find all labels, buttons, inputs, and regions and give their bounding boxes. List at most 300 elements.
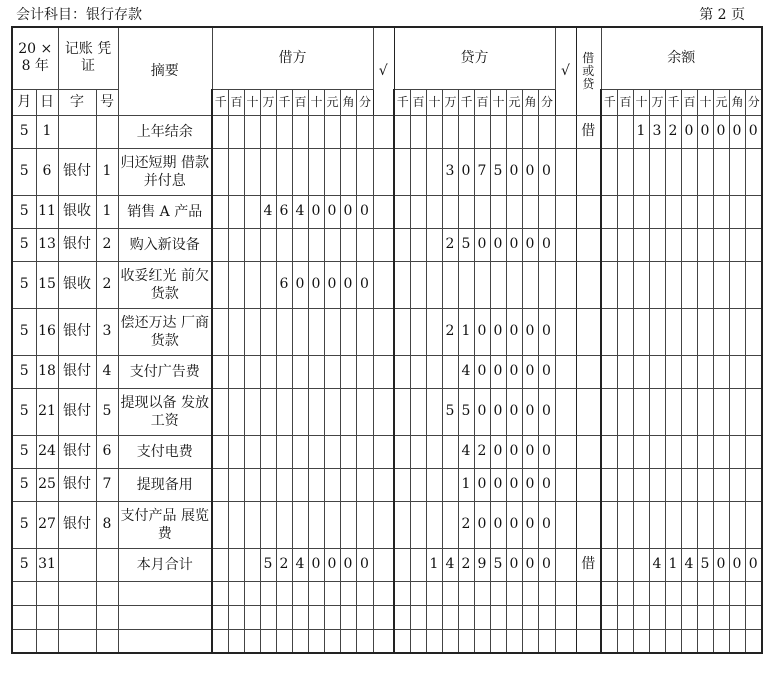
balance-digit [665, 435, 681, 468]
credit-digit [394, 548, 410, 581]
debit-digit [212, 468, 228, 501]
summary-cell [118, 261, 212, 308]
balance-digit: 0 [745, 548, 762, 581]
balance-unit-header: 分 [745, 89, 762, 115]
debit-digit [212, 308, 228, 355]
blank-cell [745, 605, 762, 629]
credit-digit [394, 115, 410, 148]
balance-unit-header: 十 [633, 89, 649, 115]
blank-cell [118, 605, 212, 629]
blank-cell [474, 605, 490, 629]
summary-cell [118, 355, 212, 388]
balance-digit [617, 115, 633, 148]
blank-cell [576, 629, 601, 653]
credit-check-cell [555, 228, 576, 261]
balance-digit [665, 228, 681, 261]
blank-cell [713, 581, 729, 605]
blank-cell [665, 605, 681, 629]
blank-cell [373, 605, 394, 629]
balance-digit [665, 261, 681, 308]
debit-digit [356, 468, 373, 501]
debit-unit-header: 分 [356, 89, 373, 115]
debit-digit [244, 548, 260, 581]
balance-digit: 0 [729, 548, 745, 581]
blank-cell [373, 581, 394, 605]
debit-digit: 5 [260, 548, 276, 581]
voucher-type-cell: 银付 [58, 308, 96, 355]
voucher-type-cell: 银收 [58, 261, 96, 308]
debit-digit [228, 195, 244, 228]
balance-digit [665, 355, 681, 388]
credit-digit [410, 548, 426, 581]
blank-cell [394, 605, 410, 629]
balance-digit [617, 435, 633, 468]
debit-digit [340, 501, 356, 548]
blank-cell [118, 581, 212, 605]
credit-digit [442, 468, 458, 501]
credit-digit [394, 148, 410, 195]
debit-check-cell [373, 468, 394, 501]
credit-digit [410, 388, 426, 435]
debit-unit-header: 百 [292, 89, 308, 115]
voucher-no-cell: 6 [96, 435, 118, 468]
credit-digit [410, 228, 426, 261]
debit-digit: 0 [308, 195, 324, 228]
credit-digit: 3 [442, 148, 458, 195]
debit-digit [260, 228, 276, 261]
credit-digit [410, 148, 426, 195]
balance-digit [649, 228, 665, 261]
blank-cell [713, 605, 729, 629]
credit-digit [506, 115, 522, 148]
debit-digit [340, 435, 356, 468]
debit-digit: 0 [308, 261, 324, 308]
credit-unit-header: 十 [490, 89, 506, 115]
debit-digit [276, 228, 292, 261]
debit-digit [292, 148, 308, 195]
credit-digit: 0 [538, 148, 555, 195]
summary-cell [118, 148, 212, 195]
debit-digit: 0 [308, 548, 324, 581]
summary-text: 提现以备 发放工资 [120, 394, 209, 429]
blank-cell [522, 605, 538, 629]
blank-cell [506, 605, 522, 629]
credit-digit: 0 [474, 355, 490, 388]
blank-cell [458, 605, 474, 629]
credit-digit: 5 [458, 228, 474, 261]
credit-digit: 0 [522, 148, 538, 195]
credit-digit: 0 [506, 388, 522, 435]
credit-check-header: √ [555, 27, 576, 115]
credit-check-cell [555, 308, 576, 355]
balance-digit [697, 388, 713, 435]
debit-digit [356, 435, 373, 468]
debit-digit [276, 388, 292, 435]
balance-digit [713, 195, 729, 228]
debit-digit [228, 388, 244, 435]
credit-digit [410, 501, 426, 548]
credit-digit [426, 115, 442, 148]
summary-text: 提现备用 [136, 476, 193, 493]
balance-digit [745, 308, 762, 355]
debit-digit [260, 308, 276, 355]
blank-cell [292, 629, 308, 653]
blank-cell [576, 581, 601, 605]
debit-digit [356, 308, 373, 355]
day-cell: 1 [36, 115, 58, 148]
balance-digit [713, 468, 729, 501]
credit-digit: 0 [474, 501, 490, 548]
credit-check-cell [555, 435, 576, 468]
blank-cell [649, 629, 665, 653]
blank-cell [12, 581, 36, 605]
balance-digit [601, 501, 617, 548]
credit-digit: 0 [490, 228, 506, 261]
debit-digit [212, 355, 228, 388]
debit-digit [212, 148, 228, 195]
month-cell: 5 [12, 388, 36, 435]
debit-digit [228, 228, 244, 261]
balance-digit [649, 261, 665, 308]
balance-digit [617, 548, 633, 581]
balance-digit [713, 308, 729, 355]
blank-cell [633, 605, 649, 629]
dc-cell [576, 308, 601, 355]
blank-cell [58, 581, 96, 605]
blank-cell [58, 605, 96, 629]
debit-unit-header: 百 [228, 89, 244, 115]
voucher-type-cell [58, 548, 96, 581]
balance-digit [729, 148, 745, 195]
blank-cell [506, 629, 522, 653]
dc-cell [576, 195, 601, 228]
debit-unit-header: 万 [260, 89, 276, 115]
balance-digit [745, 388, 762, 435]
debit-digit [244, 115, 260, 148]
credit-check-cell [555, 468, 576, 501]
summary-cell [118, 195, 212, 228]
credit-digit [426, 435, 442, 468]
balance-digit [745, 148, 762, 195]
credit-digit: 4 [458, 435, 474, 468]
balance-digit [601, 115, 617, 148]
balance-digit [617, 148, 633, 195]
credit-unit-header: 百 [474, 89, 490, 115]
debit-digit [260, 261, 276, 308]
balance-digit [665, 468, 681, 501]
balance-digit [601, 228, 617, 261]
blank-cell [681, 581, 697, 605]
debit-digit [340, 228, 356, 261]
debit-digit [228, 115, 244, 148]
debit-digit [228, 261, 244, 308]
summary-text: 本月合计 [136, 556, 193, 573]
blank-cell [260, 605, 276, 629]
blank-cell [729, 629, 745, 653]
dc-header: 借 或 贷 [576, 27, 601, 115]
credit-digit: 5 [442, 388, 458, 435]
debit-digit [324, 388, 340, 435]
balance-digit [633, 468, 649, 501]
blank-cell [665, 629, 681, 653]
balance-digit [617, 261, 633, 308]
debit-digit [308, 501, 324, 548]
credit-digit [458, 261, 474, 308]
bank-deposit-ledger [11, 26, 763, 654]
debit-digit [244, 195, 260, 228]
credit-digit: 0 [506, 435, 522, 468]
blank-cell [522, 581, 538, 605]
debit-digit [276, 435, 292, 468]
debit-check-cell [373, 115, 394, 148]
debit-digit [276, 308, 292, 355]
day-cell: 21 [36, 388, 58, 435]
credit-digit [426, 388, 442, 435]
blank-cell [426, 581, 442, 605]
debit-digit [276, 115, 292, 148]
credit-digit [538, 195, 555, 228]
balance-digit [617, 355, 633, 388]
day-cell: 13 [36, 228, 58, 261]
blank-cell [292, 581, 308, 605]
day-cell: 11 [36, 195, 58, 228]
credit-digit [538, 115, 555, 148]
balance-digit [729, 388, 745, 435]
credit-header: 贷方 [394, 27, 555, 89]
credit-unit-header: 元 [506, 89, 522, 115]
blank-cell [340, 629, 356, 653]
credit-unit-header: 千 [394, 89, 410, 115]
blank-cell [212, 605, 228, 629]
balance-digit [697, 261, 713, 308]
summary-text: 上年结余 [136, 123, 193, 140]
blank-cell [555, 629, 576, 653]
debit-digit [308, 435, 324, 468]
debit-digit [244, 261, 260, 308]
debit-digit: 0 [356, 548, 373, 581]
debit-digit [212, 195, 228, 228]
debit-digit [324, 115, 340, 148]
credit-check-cell [555, 501, 576, 548]
balance-digit [681, 148, 697, 195]
credit-digit [426, 195, 442, 228]
balance-digit [601, 195, 617, 228]
balance-digit [601, 355, 617, 388]
day-cell: 31 [36, 548, 58, 581]
blank-cell [538, 605, 555, 629]
balance-unit-header: 百 [617, 89, 633, 115]
balance-digit [681, 195, 697, 228]
credit-digit [490, 115, 506, 148]
credit-digit [394, 355, 410, 388]
debit-unit-header: 十 [308, 89, 324, 115]
voucher-type-cell: 银付 [58, 468, 96, 501]
month-cell: 5 [12, 501, 36, 548]
blank-cell [96, 629, 118, 653]
balance-digit [665, 308, 681, 355]
balance-digit [633, 388, 649, 435]
dc-cell [576, 388, 601, 435]
month-header: 月 [12, 89, 36, 115]
debit-digit [356, 115, 373, 148]
credit-check-cell [555, 195, 576, 228]
blank-row [12, 605, 762, 629]
credit-digit: 0 [506, 148, 522, 195]
credit-digit: 0 [474, 468, 490, 501]
debit-check-cell [373, 261, 394, 308]
day-cell: 15 [36, 261, 58, 308]
voucher-type-cell: 银付 [58, 388, 96, 435]
balance-digit [745, 501, 762, 548]
debit-digit [228, 548, 244, 581]
balance-digit [681, 261, 697, 308]
balance-digit [729, 195, 745, 228]
table-row [12, 115, 762, 148]
credit-digit [426, 148, 442, 195]
debit-digit [292, 468, 308, 501]
credit-digit [522, 115, 538, 148]
debit-digit [244, 388, 260, 435]
blank-cell [601, 605, 617, 629]
debit-digit: 0 [340, 195, 356, 228]
debit-digit [324, 468, 340, 501]
voucher-header: 记账 凭证 [58, 27, 118, 89]
month-cell: 5 [12, 115, 36, 148]
debit-unit-header: 千 [276, 89, 292, 115]
dc-cell [576, 435, 601, 468]
month-cell: 5 [12, 355, 36, 388]
blank-cell [260, 629, 276, 653]
debit-digit: 0 [324, 261, 340, 308]
voucher-type-cell: 银付 [58, 355, 96, 388]
month-cell: 5 [12, 548, 36, 581]
summary-text: 支付广告费 [129, 363, 200, 380]
blank-cell [324, 629, 340, 653]
credit-digit [522, 195, 538, 228]
voucher-type-cell [58, 115, 96, 148]
credit-digit [394, 228, 410, 261]
page-number: 第 2 页 [699, 7, 745, 23]
credit-digit: 0 [538, 228, 555, 261]
debit-digit [212, 115, 228, 148]
dc-cell [576, 261, 601, 308]
blank-cell [356, 629, 373, 653]
balance-digit [745, 435, 762, 468]
balance-digit [617, 228, 633, 261]
blank-cell [324, 581, 340, 605]
balance-digit [713, 355, 729, 388]
month-cell: 5 [12, 468, 36, 501]
debit-digit [340, 355, 356, 388]
balance-unit-header: 千 [601, 89, 617, 115]
balance-digit [713, 435, 729, 468]
month-cell: 5 [12, 148, 36, 195]
blank-cell [458, 629, 474, 653]
balance-digit [745, 228, 762, 261]
summary-cell [118, 468, 212, 501]
blank-cell [212, 581, 228, 605]
credit-digit: 1 [458, 468, 474, 501]
balance-digit [665, 388, 681, 435]
credit-digit: 1 [458, 308, 474, 355]
blank-cell [490, 605, 506, 629]
voucher-no-cell: 1 [96, 195, 118, 228]
blank-cell [617, 629, 633, 653]
credit-digit: 0 [490, 388, 506, 435]
balance-digit [729, 355, 745, 388]
month-cell: 5 [12, 195, 36, 228]
credit-digit: 0 [538, 388, 555, 435]
balance-digit [697, 435, 713, 468]
balance-digit [745, 468, 762, 501]
balance-digit [601, 435, 617, 468]
credit-digit [506, 195, 522, 228]
credit-digit [410, 195, 426, 228]
blank-cell [308, 629, 324, 653]
balance-digit [745, 355, 762, 388]
debit-digit [308, 388, 324, 435]
balance-digit: 0 [713, 548, 729, 581]
debit-digit [324, 355, 340, 388]
blank-cell [118, 629, 212, 653]
balance-unit-header: 元 [713, 89, 729, 115]
credit-digit [426, 261, 442, 308]
balance-digit [601, 388, 617, 435]
table-row [12, 195, 762, 228]
summary-text: 收妥红光 前欠货款 [120, 267, 209, 302]
voucher-type-cell: 银付 [58, 148, 96, 195]
credit-digit [538, 261, 555, 308]
blank-cell [308, 605, 324, 629]
balance-digit [681, 501, 697, 548]
summary-cell [118, 548, 212, 581]
credit-digit: 0 [474, 388, 490, 435]
credit-digit [490, 195, 506, 228]
balance-digit [697, 468, 713, 501]
credit-unit-header: 分 [538, 89, 555, 115]
month-cell: 5 [12, 261, 36, 308]
credit-digit: 0 [506, 355, 522, 388]
credit-digit: 0 [522, 355, 538, 388]
voucher-type-cell: 银付 [58, 435, 96, 468]
balance-digit: 0 [697, 115, 713, 148]
debit-check-cell [373, 435, 394, 468]
credit-digit [426, 228, 442, 261]
balance-digit [697, 501, 713, 548]
credit-digit [458, 195, 474, 228]
day-cell: 18 [36, 355, 58, 388]
credit-check-cell [555, 548, 576, 581]
debit-digit [308, 148, 324, 195]
debit-digit [356, 148, 373, 195]
balance-digit [697, 228, 713, 261]
credit-digit [442, 195, 458, 228]
table-row [12, 468, 762, 501]
debit-digit [228, 468, 244, 501]
credit-digit [410, 468, 426, 501]
table-row [12, 501, 762, 548]
year-header: 20 × 8 年 [12, 27, 58, 89]
credit-digit: 0 [538, 501, 555, 548]
balance-digit: 3 [649, 115, 665, 148]
debit-digit: 0 [340, 548, 356, 581]
debit-unit-header: 元 [324, 89, 340, 115]
debit-digit [324, 148, 340, 195]
blank-cell [617, 581, 633, 605]
dc-cell: 借 [576, 115, 601, 148]
debit-digit: 2 [276, 548, 292, 581]
blank-cell [410, 629, 426, 653]
